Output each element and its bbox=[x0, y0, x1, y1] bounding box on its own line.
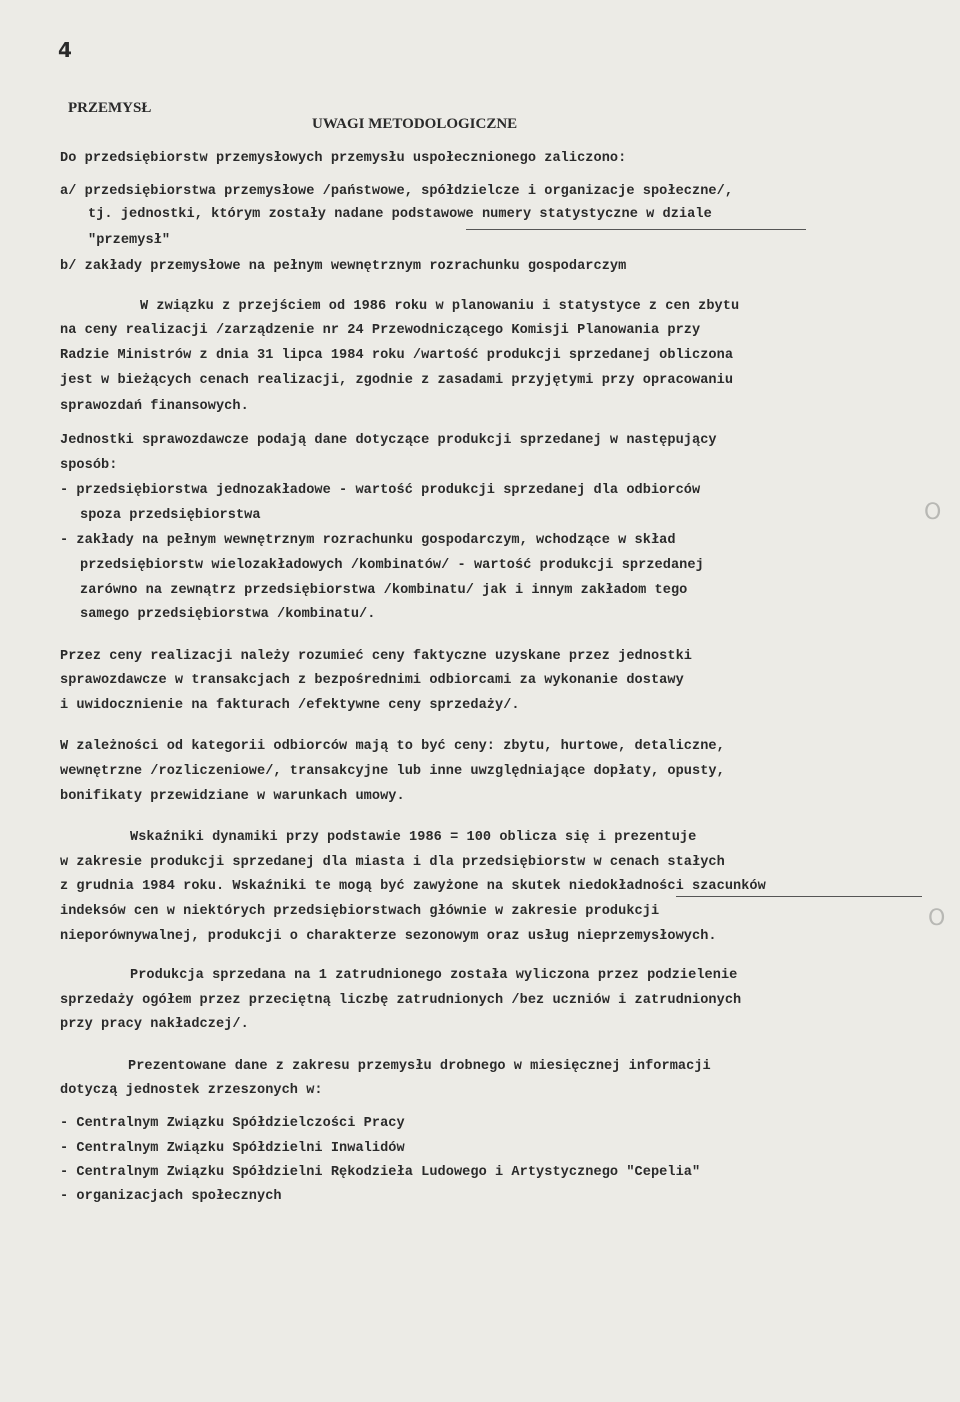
list-item-a-cont: "przemysł" bbox=[88, 233, 171, 248]
bullet-item: - zakłady na pełnym wewnętrznym rozrachunku gospodarczym, wchodzące w skład bbox=[60, 533, 676, 548]
page-heading: UWAGI METODOLOGICZNE bbox=[312, 116, 518, 132]
bullet-item-cont: zarówno na zewnątrz przedsiębiorstwa /kombinatu/ jak i innym zakładom tego bbox=[80, 583, 688, 598]
paragraph-line: Przez ceny realizacji należy rozumieć ceny faktyczne uzyskane przez jednostki bbox=[60, 649, 692, 664]
paragraph-line: dotyczą jednostek zrzeszonych w: bbox=[60, 1083, 323, 1098]
bullet-item: - Centralnym Związku Spółdzielni Inwalidów bbox=[60, 1141, 405, 1156]
paragraph-line: sprzedaży ogółem przez przeciętną liczbę zatrudnionych /bez uczniów i zatrudnionych bbox=[60, 993, 742, 1008]
paragraph-line: bonifikaty przewidziane w warunkach umowy. bbox=[60, 789, 405, 804]
bullet-item-cont: przedsiębiorstw wielozakładowych /kombinatów/ - wartość produkcji sprzedanej bbox=[80, 558, 704, 573]
paragraph-line: W zależności od kategorii odbiorców mają to być ceny: zbytu, hurtowe, detaliczne, bbox=[60, 739, 725, 754]
paragraph-line: Produkcja sprzedana na 1 zatrudnionego została wyliczona przez podzielenie bbox=[130, 968, 738, 983]
bullet-item: - organizacjach społecznych bbox=[60, 1189, 282, 1204]
paragraph-line: sprawozdawcze w transakcjach z bezpośrednimi odbiorcami za wykonanie dostawy bbox=[60, 673, 684, 688]
list-item-a-cont: tj. jednostki, którym zostały nadane podstawowe numery statystyczne w dziale bbox=[88, 207, 712, 222]
intro-line: Do przedsiębiorstw przemysłowych przemysłu uspołecznionego zaliczono: bbox=[60, 151, 627, 166]
paragraph-line: W związku z przejściem od 1986 roku w planowaniu i statystyce z cen zbytu bbox=[140, 299, 740, 314]
paragraph-line: nieporównywalnej, produkcji o charakterze sezonowym oraz usług nieprzemysłowych. bbox=[60, 929, 717, 944]
bullet-item: - przedsiębiorstwa jednozakładowe - wartość produkcji sprzedanej dla odbiorców bbox=[60, 483, 701, 498]
page-number: 4 bbox=[58, 38, 72, 62]
punch-hole-mark: O bbox=[924, 500, 942, 525]
bullet-item-cont: spoza przedsiębiorstwa bbox=[80, 508, 261, 523]
paragraph-line: Radzie Ministrów z dnia 31 lipca 1984 roku /wartość produkcji sprzedanej obliczona bbox=[60, 348, 734, 363]
paragraph-line: Wskaźniki dynamiki przy podstawie 1986 = 100 oblicza się i prezentuje bbox=[130, 830, 697, 845]
paragraph-line: przy pracy nakładczej/. bbox=[60, 1017, 249, 1032]
paragraph-line: jest w bieżących cenach realizacji, zgodnie z zasadami przyjętymi przy opracowaniu bbox=[60, 373, 734, 388]
bullet-item-cont: samego przedsiębiorstwa /kombinatu/. bbox=[80, 607, 376, 622]
paragraph-line: w zakresie produkcji sprzedanej dla miasta i dla przedsiębiorstw w cenach stałych bbox=[60, 855, 725, 870]
paragraph-line: Jednostki sprawozdawcze podają dane dotyczące produkcji sprzedanej w następujący bbox=[60, 433, 717, 448]
paragraph-line: sprawozdań finansowych. bbox=[60, 399, 249, 414]
bullet-item: - Centralnym Związku Spółdzielczości Pracy bbox=[60, 1116, 405, 1131]
punch-hole-mark: O bbox=[928, 906, 946, 931]
paragraph-line: sposób: bbox=[60, 458, 118, 473]
paragraph-line: na ceny realizacji /zarządzenie nr 24 Przewodniczącego Komisji Planowania przy bbox=[60, 323, 701, 338]
underline-mark bbox=[676, 896, 922, 897]
paragraph-line: wewnętrzne /rozliczeniowe/, transakcyjne lub inne uwzględniające dopłaty, opusty, bbox=[60, 764, 725, 779]
bullet-item: - Centralnym Związku Spółdzielni Rękodzieła Ludowego i Artystycznego "Cepelia" bbox=[60, 1165, 701, 1180]
underline-mark bbox=[466, 229, 806, 230]
paragraph-line: indeksów cen w niektórych przedsiębiorstwach głównie w zakresie produkcji bbox=[60, 904, 660, 919]
paragraph-line: z grudnia 1984 roku. Wskaźniki te mogą być zawyżone na skutek niedokładności szacunków bbox=[60, 879, 766, 894]
list-item-a: a/ przedsiębiorstwa przemysłowe /państwowe, spółdzielcze i organizacje społeczne/, bbox=[60, 184, 734, 199]
list-item-b: b/ zakłady przemysłowe na pełnym wewnętrznym rozrachunku gospodarczym bbox=[60, 259, 627, 274]
paragraph-line: i uwidocznienie na fakturach /efektywne ceny sprzedaży/. bbox=[60, 698, 520, 713]
paragraph-line: Prezentowane dane z zakresu przemysłu drobnego w miesięcznej informacji bbox=[128, 1059, 711, 1074]
section-title: PRZEMYSŁ bbox=[68, 100, 152, 116]
